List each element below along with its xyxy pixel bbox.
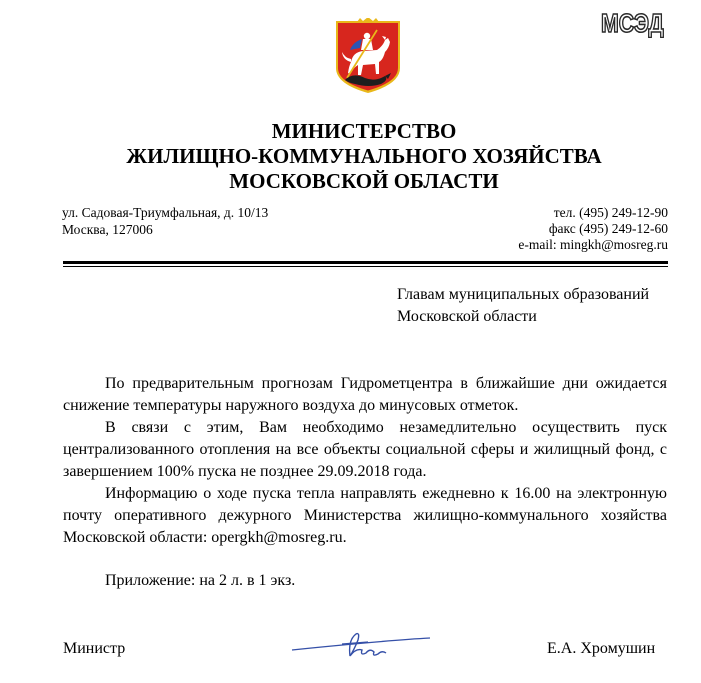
handwritten-signature-icon [290, 626, 432, 666]
msed-stamp: МСЭД [601, 8, 664, 38]
body-paragraph-2: В связи с этим, Вам необходимо незамедлительно осуществить пуск централизованного отопления на все объекты социальной сферы и жилищный фонд, с завершением 100% пуска не позднее 29.09.2018 года. [63, 419, 667, 480]
body-paragraph-1: По предварительным прогнозам Гидрометцентра в ближайшие дни ожидается снижение температуры наружного воздуха до минусовых отметок. [63, 375, 667, 414]
address-street: ул. Садовая-Триумфальная, д. 10/13 [62, 205, 269, 220]
signatory-name: Е.А. Хромушин [547, 640, 656, 657]
body-paragraph-3: Информацию о ходе пуска тепла направлять ежедневно к 16.00 на электронную почту оперативного дежурного Министерства жилищно-коммунального хозяйства Московской области: opergkh@mosreg.ru. [63, 485, 667, 546]
addressee-line-2: Московской области [397, 308, 537, 325]
signatory-position: Министр [63, 640, 126, 657]
letterhead-rule-thick [63, 261, 668, 264]
attachment-note: Приложение: на 2 л. в 1 экз. [105, 572, 296, 589]
contact-fax: факс (495) 249-12-60 [548, 221, 668, 236]
contact-email: e-mail: mingkh@mosreg.ru [518, 237, 668, 252]
coat-of-arms-icon [333, 18, 403, 95]
contact-phone: тел. (495) 249-12-90 [553, 205, 668, 220]
address-city: Москва, 127006 [62, 222, 153, 237]
addressee-line-1: Главам муниципальных образований [397, 286, 650, 303]
ministry-title-line-2: ЖИЛИЩНО-КОММУНАЛЬНОГО ХОЗЯЙСТВА [126, 144, 602, 168]
ministry-title-line-3: МОСКОВСКОЙ ОБЛАСТИ [229, 169, 499, 193]
ministry-title-line-1: МИНИСТЕРСТВО [271, 119, 457, 143]
letterhead-rule-thin [63, 266, 668, 267]
